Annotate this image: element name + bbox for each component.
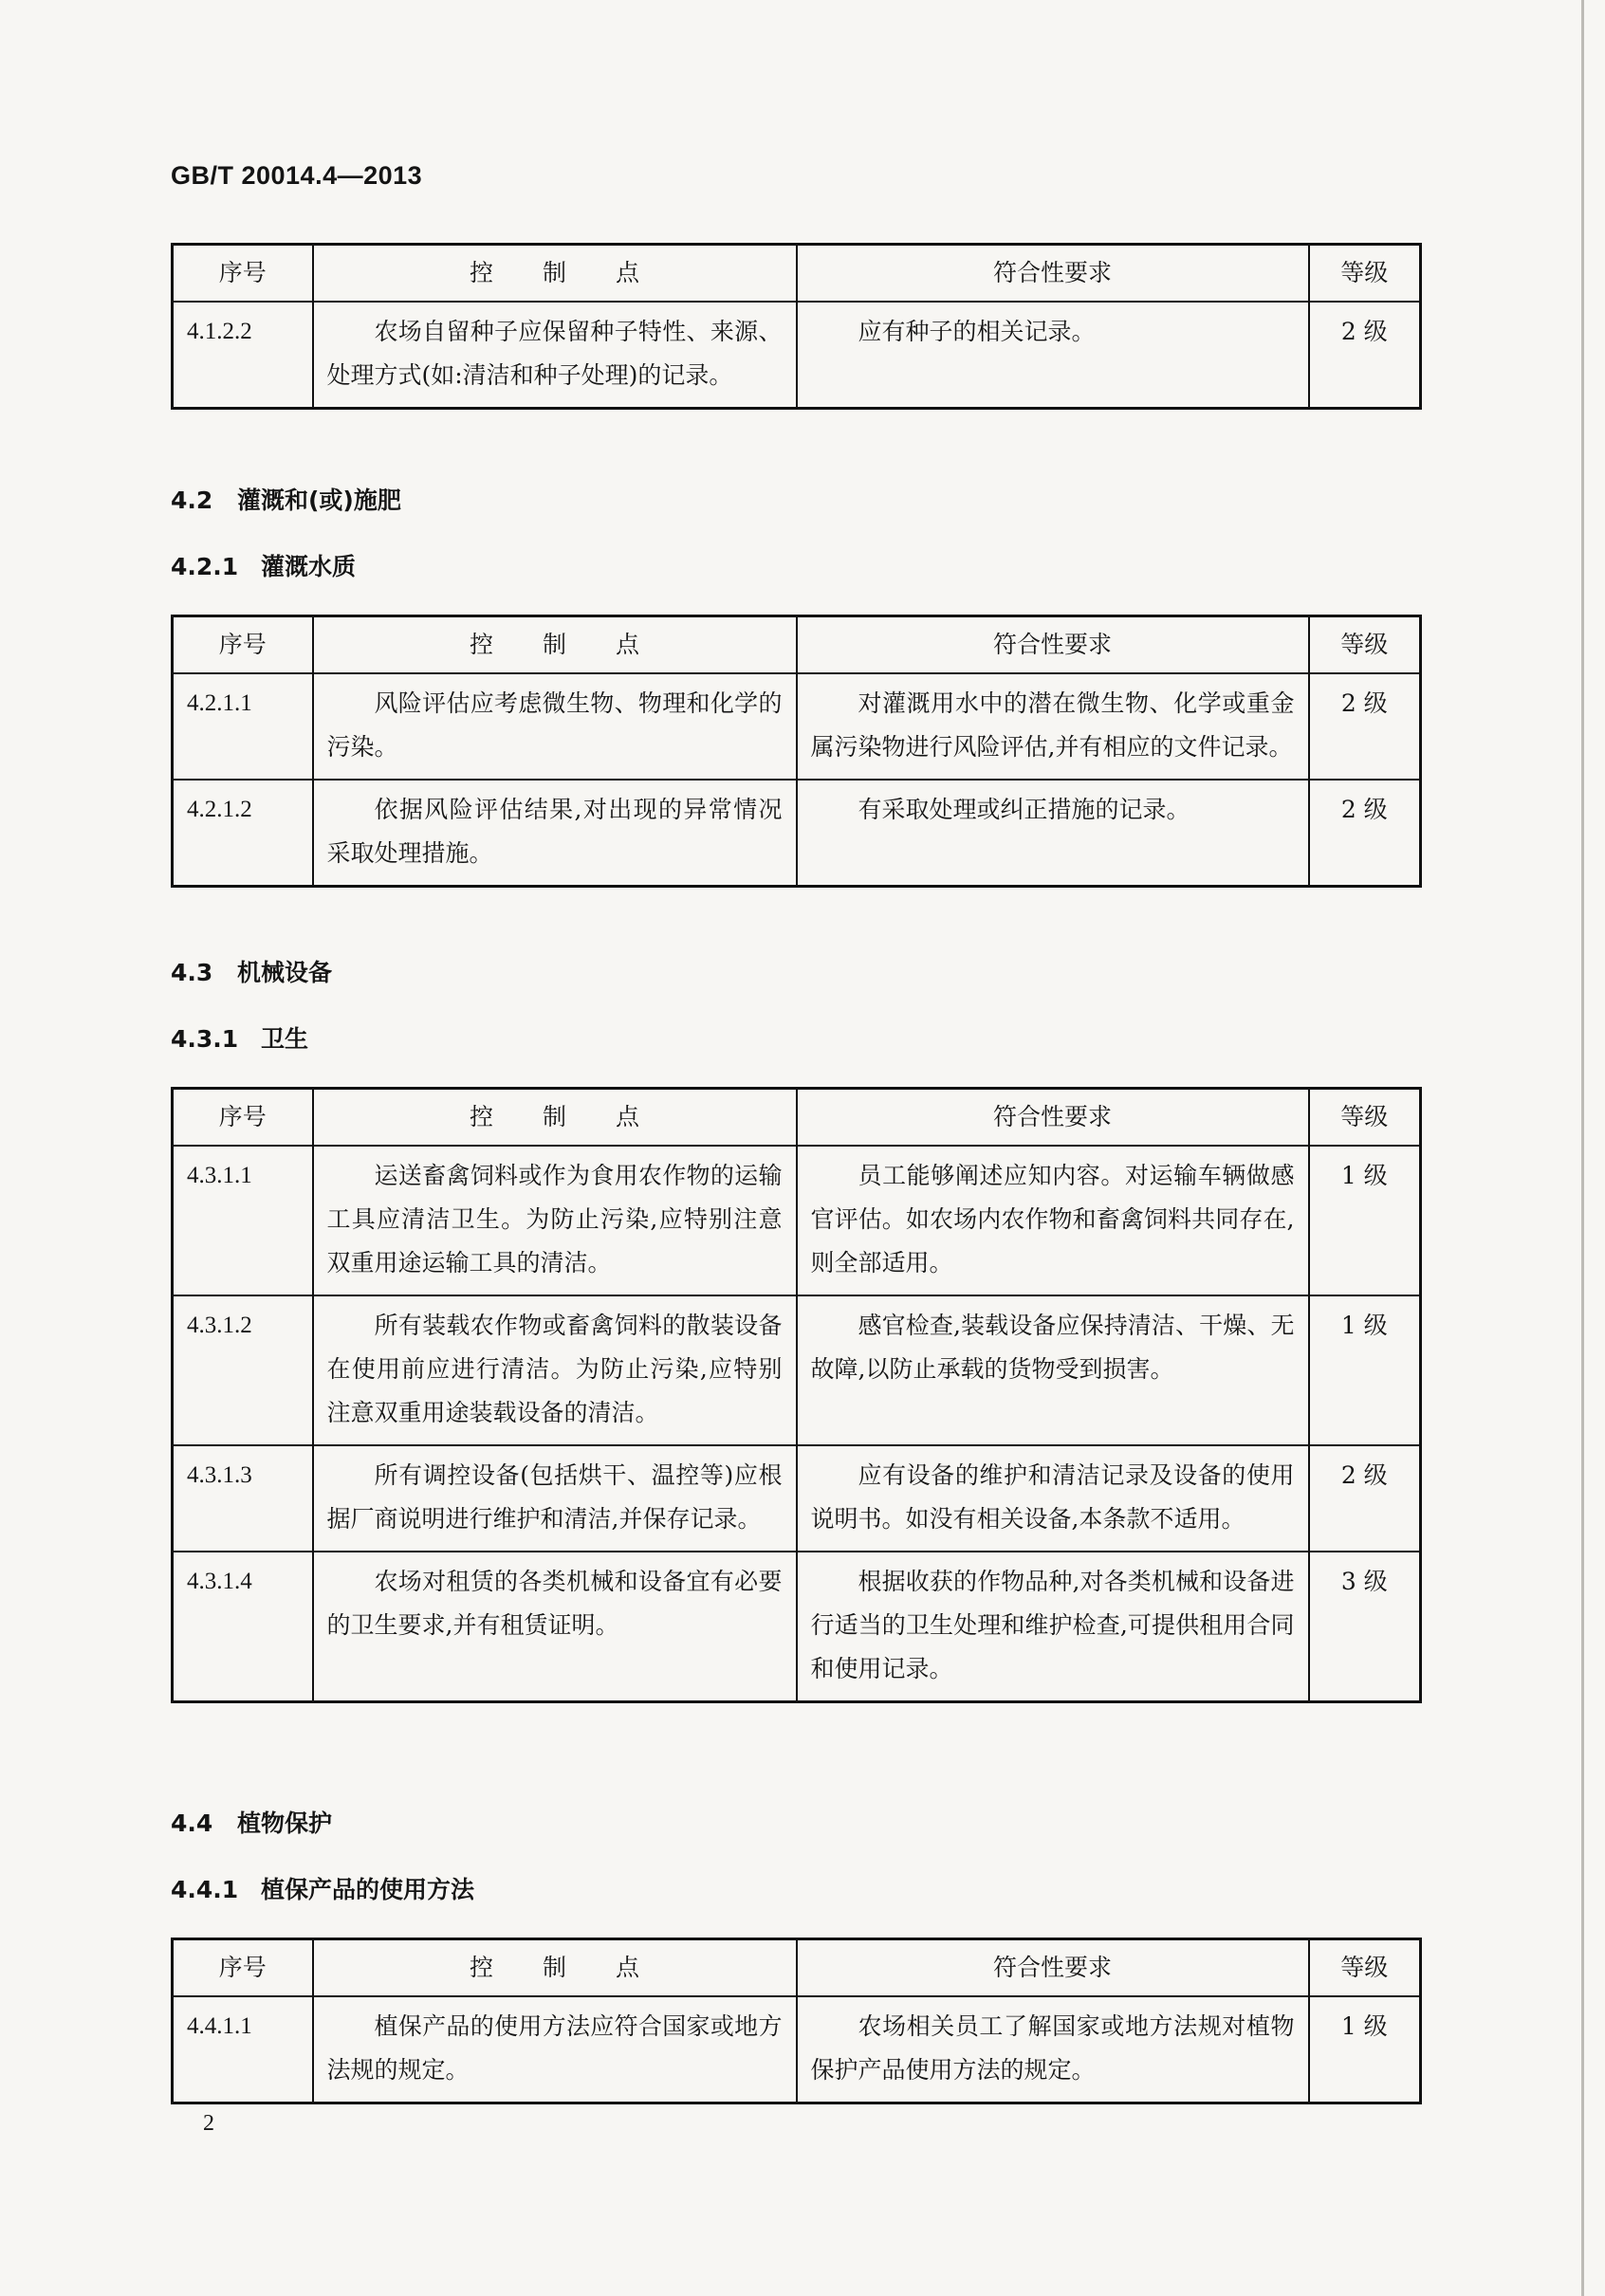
header-requirement: 符合性要求 — [797, 1939, 1309, 1997]
row-requirement: 有采取处理或纠正措施的记录。 — [797, 780, 1309, 887]
row-control: 运送畜禽饲料或作为食用农作物的运输工具应清洁卫生。为防止污染,应特别注意双重用途运输工具的清洁。 — [313, 1146, 797, 1295]
row-control: 依据风险评估结果,对出现的异常情况采取处理措施。 — [313, 780, 797, 887]
header-requirement: 符合性要求 — [797, 1089, 1309, 1147]
control-table-4-3-1 — [171, 1087, 1422, 1703]
scan-edge — [1581, 0, 1584, 2296]
row-control: 所有调控设备(包括烘干、温控等)应根据厂商说明进行维护和清洁,并保存记录。 — [313, 1445, 797, 1552]
section-title: 植保产品的使用方法 — [261, 1876, 475, 1903]
header-no: 序号 — [173, 245, 313, 303]
table-row — [173, 673, 1421, 780]
section-heading-4-2 — [171, 482, 401, 516]
row-requirement: 员工能够阐述应知内容。对运输车辆做感官评估。如农场内农作物和畜禽饲料共同存在,则全部适用。 — [797, 1146, 1309, 1295]
table-row — [173, 302, 1421, 409]
row-control: 所有装载农作物或畜禽饲料的散装设备在使用前应进行清洁。为防止污染,应特别注意双重用途装载设备的清洁。 — [313, 1295, 797, 1445]
table-header-row — [173, 1089, 1421, 1147]
header-level: 等级 — [1309, 1089, 1421, 1147]
table-header-row — [173, 1939, 1421, 1997]
row-requirement: 农场相关员工了解国家或地方法规对植物保护产品使用方法的规定。 — [797, 1996, 1309, 2103]
table-header-row — [173, 616, 1421, 674]
section-title: 植物保护 — [237, 1809, 333, 1837]
control-table-4-4-1 — [171, 1938, 1422, 2104]
row-requirement: 根据收获的作物品种,对各类机械和设备进行适当的卫生处理和维护检查,可提供租用合同和使用记录。 — [797, 1552, 1309, 1702]
section-title: 灌溉水质 — [261, 553, 357, 580]
row-no: 4.2.1.1 — [173, 673, 313, 780]
header-level: 等级 — [1309, 616, 1421, 674]
row-control: 农场对租赁的各类机械和设备宜有必要的卫生要求,并有租赁证明。 — [313, 1552, 797, 1702]
header-no: 序号 — [173, 616, 313, 674]
row-no: 4.2.1.2 — [173, 780, 313, 887]
table-row — [173, 780, 1421, 887]
section-title: 卫生 — [261, 1025, 309, 1053]
section-heading-4-2-1 — [171, 548, 356, 582]
header-requirement: 符合性要求 — [797, 616, 1309, 674]
header-requirement: 符合性要求 — [797, 245, 1309, 303]
row-requirement: 感官检查,装载设备应保持清洁、干燥、无故障,以防止承载的货物受到损害。 — [797, 1295, 1309, 1445]
table-row — [173, 1146, 1421, 1295]
row-level: 1 级 — [1309, 1295, 1421, 1445]
table-header-row — [173, 245, 1421, 303]
header-no: 序号 — [173, 1089, 313, 1147]
section-heading-4-3-1 — [171, 1020, 308, 1055]
row-level: 2 级 — [1309, 302, 1421, 409]
header-no: 序号 — [173, 1939, 313, 1997]
row-requirement: 对灌溉用水中的潜在微生物、化学或重金属污染物进行风险评估,并有相应的文件记录。 — [797, 673, 1309, 780]
row-level: 2 级 — [1309, 780, 1421, 887]
header-control: 控 制 点 — [313, 245, 797, 303]
table-row — [173, 1295, 1421, 1445]
header-level: 等级 — [1309, 245, 1421, 303]
row-level: 3 级 — [1309, 1552, 1421, 1702]
section-number: 4.3.1 — [171, 1025, 239, 1053]
document-id: GB/T 20014.4—2013 — [171, 161, 423, 190]
header-control: 控 制 点 — [313, 616, 797, 674]
row-no: 4.3.1.1 — [173, 1146, 313, 1295]
row-requirement: 应有设备的维护和清洁记录及设备的使用说明书。如没有相关设备,本条款不适用。 — [797, 1445, 1309, 1552]
row-no: 4.1.2.2 — [173, 302, 313, 409]
row-level: 2 级 — [1309, 1445, 1421, 1552]
page-number: 2 — [203, 2111, 214, 2136]
row-control: 植保产品的使用方法应符合国家或地方法规的规定。 — [313, 1996, 797, 2103]
row-requirement: 应有种子的相关记录。 — [797, 302, 1309, 409]
row-no: 4.3.1.2 — [173, 1295, 313, 1445]
row-level: 2 级 — [1309, 673, 1421, 780]
row-level: 1 级 — [1309, 1146, 1421, 1295]
row-no: 4.3.1.3 — [173, 1445, 313, 1552]
section-number: 4.4 — [171, 1809, 213, 1837]
row-control: 农场自留种子应保留种子特性、来源、处理方式(如:清洁和种子处理)的记录。 — [313, 302, 797, 409]
table-row — [173, 1996, 1421, 2103]
row-control: 风险评估应考虑微生物、物理和化学的污染。 — [313, 673, 797, 780]
header-level: 等级 — [1309, 1939, 1421, 1997]
section-title: 机械设备 — [237, 959, 333, 986]
section-number: 4.4.1 — [171, 1876, 239, 1903]
control-table-4-2-1 — [171, 615, 1422, 888]
section-heading-4-4 — [171, 1805, 332, 1839]
section-title: 灌溉和(或)施肥 — [237, 487, 401, 514]
header-control: 控 制 点 — [313, 1939, 797, 1997]
control-table-4-1-2 — [171, 243, 1422, 410]
header-control: 控 制 点 — [313, 1089, 797, 1147]
row-level: 1 级 — [1309, 1996, 1421, 2103]
section-number: 4.2.1 — [171, 553, 239, 580]
section-number: 4.2 — [171, 487, 213, 514]
table-row — [173, 1552, 1421, 1702]
section-heading-4-4-1 — [171, 1871, 474, 1905]
row-no: 4.4.1.1 — [173, 1996, 313, 2103]
section-heading-4-3 — [171, 954, 332, 988]
section-number: 4.3 — [171, 959, 213, 986]
row-no: 4.3.1.4 — [173, 1552, 313, 1702]
table-row — [173, 1445, 1421, 1552]
